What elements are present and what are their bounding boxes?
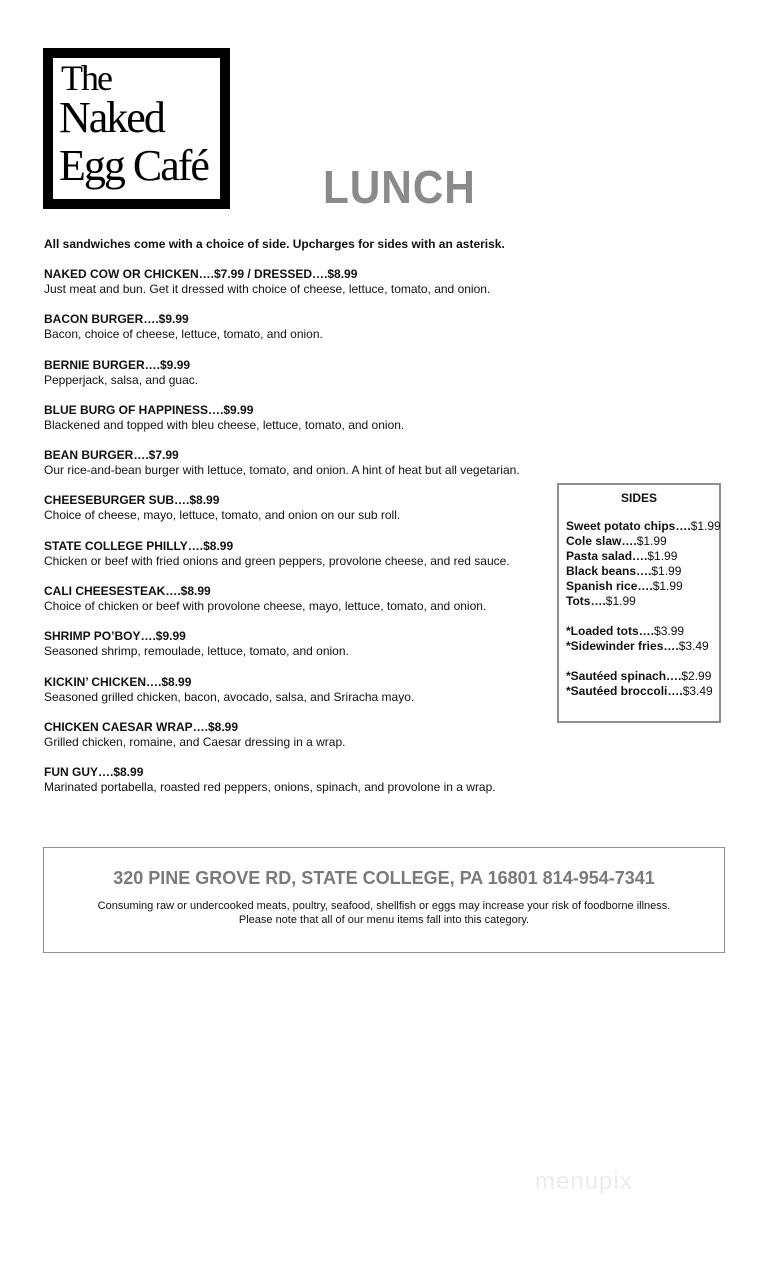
menu-item bbox=[44, 765, 544, 810]
sides-title: SIDES bbox=[620, 491, 657, 505]
menu-item-description: Pepperjack, salsa, and guac. bbox=[44, 372, 199, 387]
side-price: $3.49 bbox=[682, 684, 713, 698]
logo-line-3: Egg Café bbox=[59, 141, 208, 190]
menu-item-description: Seasoned grilled chicken, bacon, avocado, salsa, and Sriracha mayo. bbox=[44, 689, 415, 704]
menu-item-description: Bacon, choice of cheese, lettuce, tomato, and onion. bbox=[44, 327, 323, 342]
spacer bbox=[566, 654, 712, 669]
menu-item-name: NAKED COW OR CHICKEN….$7.99 / DRESSED….$8.99 bbox=[44, 267, 358, 281]
menu-item bbox=[44, 267, 544, 312]
footer-box bbox=[43, 847, 725, 953]
side-price: $3.99 bbox=[654, 624, 685, 638]
menu-item-name: BACON BURGER….$9.99 bbox=[44, 312, 189, 327]
menu-item-description: Blackened and topped with bleu cheese, lettuce, tomato, and onion. bbox=[44, 417, 405, 432]
menu-item bbox=[44, 539, 544, 584]
menu-item-description: Seasoned shrimp, remoulade, lettuce, tomato, and onion. bbox=[44, 644, 349, 659]
menu-item bbox=[44, 720, 544, 765]
watermark: menupix bbox=[535, 1168, 633, 1195]
side-name: Sweet potato chips…. bbox=[566, 519, 691, 533]
side-item bbox=[566, 534, 712, 549]
menu-item-name: BEAN BURGER….$7.99 bbox=[44, 448, 179, 463]
menu-item-name: CHICKEN CAESAR WRAP….$8.99 bbox=[44, 719, 239, 734]
side-name: Black beans…. bbox=[566, 564, 652, 578]
menu-item bbox=[44, 493, 544, 538]
menu-item-name: BERNIE BURGER….$9.99 bbox=[44, 357, 191, 372]
menu-item-description: Marinated portabella, roasted red peppers, onions, spinach, and provolone in a wrap. bbox=[44, 780, 496, 795]
side-item bbox=[566, 639, 712, 654]
food-warning-line-2: Please note that all of our menu items fall into this category. bbox=[238, 914, 530, 926]
side-name: Tots…. bbox=[566, 594, 606, 608]
menu-item bbox=[44, 403, 544, 448]
side-name: *Loaded tots…. bbox=[566, 624, 655, 638]
side-name: Spanish rice…. bbox=[566, 579, 653, 593]
side-price: $1.99 bbox=[636, 534, 667, 548]
menu-item-name: FUN GUY….$8.99 bbox=[44, 765, 144, 780]
side-item bbox=[566, 684, 712, 699]
side-name: Pasta salad…. bbox=[566, 549, 648, 563]
menu-item-name: CHEESEBURGER SUB….$8.99 bbox=[44, 493, 220, 508]
menu-item-description: Choice of cheese, mayo, lettuce, tomato, and onion on our sub roll. bbox=[44, 508, 401, 523]
intro-note: All sandwiches come with a choice of side. Upcharges for sides with an asterisk. bbox=[44, 237, 505, 251]
menu-item-description: Grilled chicken, romaine, and Caesar dressing in a wrap. bbox=[44, 734, 346, 749]
menu-item-name: CALI CHEESESTEAK….$8.99 bbox=[44, 584, 211, 599]
side-item bbox=[566, 624, 712, 639]
side-price: $1.99 bbox=[605, 594, 636, 608]
side-name: *Sautéed broccoli…. bbox=[566, 684, 683, 698]
menu-item-name: STATE COLLEGE PHILLY….$8.99 bbox=[44, 538, 234, 553]
spacer bbox=[566, 609, 712, 624]
side-price: $1.99 bbox=[651, 564, 682, 578]
menu-item-name: KICKIN’ CHICKEN….$8.99 bbox=[44, 674, 192, 689]
cafe-logo bbox=[43, 48, 230, 209]
menu-item bbox=[44, 312, 544, 357]
logo-inner bbox=[53, 58, 220, 199]
menu-item bbox=[44, 584, 544, 629]
menu-item bbox=[44, 358, 544, 403]
sandwich-list bbox=[44, 267, 544, 811]
menu-item-description: Our rice-and-bean burger with lettuce, tomato, and onion. A hint of heat but all vegetarian. bbox=[44, 463, 520, 478]
menu-title: LUNCH bbox=[323, 161, 476, 213]
menu-item-description: Chicken or beef with fried onions and green peppers, provolone cheese, and red sauce. bbox=[44, 553, 510, 568]
side-item bbox=[566, 579, 712, 594]
side-price: $3.49 bbox=[678, 639, 709, 653]
menu-item-name: BLUE BURG OF HAPPINESS….$9.99 bbox=[44, 402, 254, 417]
sides-box bbox=[557, 483, 721, 723]
side-item bbox=[566, 564, 712, 579]
menu-item-name: SHRIMP PO’BOY….$9.99 bbox=[44, 629, 186, 644]
side-price: $1.99 bbox=[690, 519, 721, 533]
side-name: *Sidewinder fries…. bbox=[566, 639, 679, 653]
food-warning bbox=[44, 899, 724, 927]
side-item bbox=[566, 549, 712, 564]
logo-line-2: Naked bbox=[59, 93, 164, 142]
menu-item-description: Choice of chicken or beef with provolone cheese, mayo, lettuce, tomato, and onion. bbox=[44, 599, 487, 614]
side-item bbox=[566, 669, 712, 684]
address-phone: 320 PINE GROVE RD, STATE COLLEGE, PA 16801 814-954-7341 bbox=[113, 868, 655, 888]
side-item bbox=[566, 594, 712, 609]
side-name: *Sautéed spinach…. bbox=[566, 669, 682, 683]
logo-line-1: The bbox=[61, 58, 111, 98]
side-price: $2.99 bbox=[681, 669, 712, 683]
menu-item bbox=[44, 448, 544, 493]
menu-item bbox=[44, 629, 544, 674]
side-name: Cole slaw…. bbox=[566, 534, 637, 548]
menu-item-description: Just meat and bun. Get it dressed with choice of cheese, lettuce, tomato, and onion. bbox=[44, 282, 491, 296]
menu-item bbox=[44, 675, 544, 720]
food-warning-line-1: Consuming raw or undercooked meats, poultry, seafood, shellfish or eggs may increase your risk of foodborne illness. bbox=[97, 900, 671, 912]
side-item bbox=[566, 519, 721, 534]
side-price: $1.99 bbox=[652, 579, 683, 593]
side-price: $1.99 bbox=[647, 549, 678, 563]
